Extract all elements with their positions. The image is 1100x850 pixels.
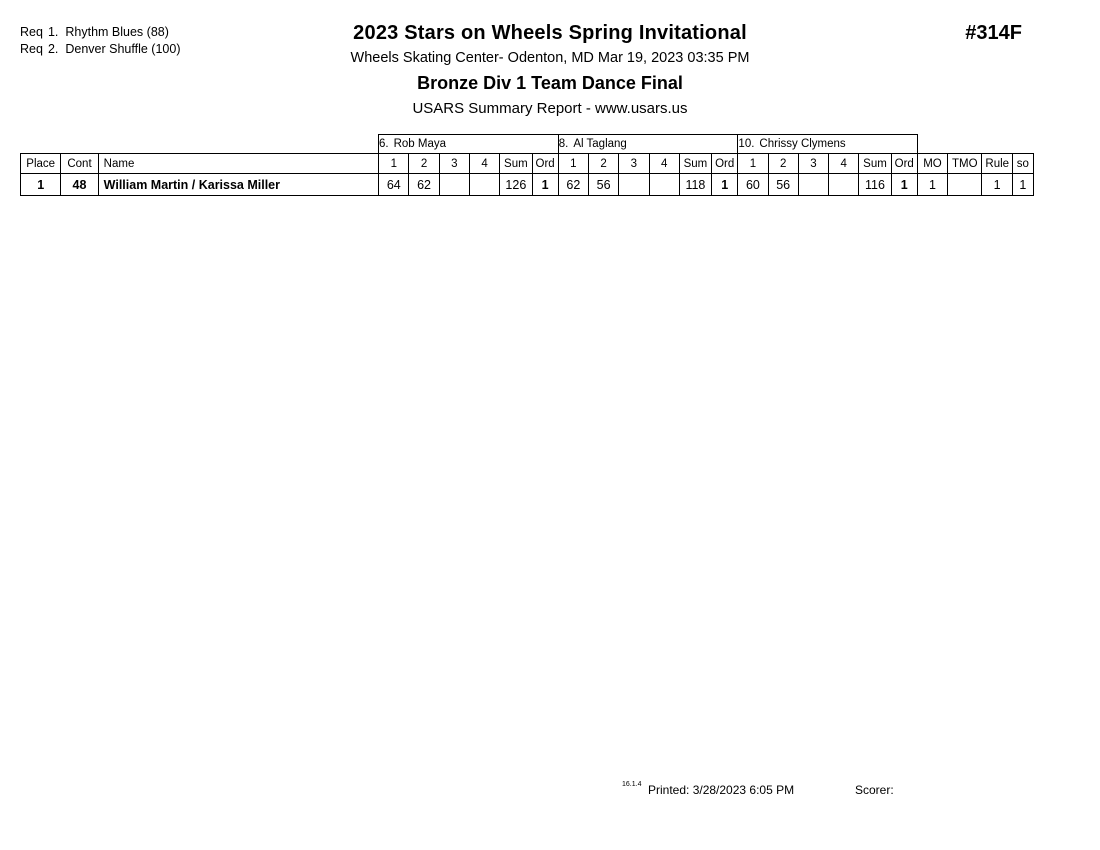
- column-header-j1-ord: Ord: [532, 154, 558, 174]
- column-header-so: so: [1012, 154, 1033, 174]
- judge-band-spacer: [20, 135, 379, 154]
- requirement-number: 1.: [47, 25, 59, 39]
- column-header-j1-s1: 1: [379, 154, 409, 174]
- requirement-number: 2.: [47, 42, 59, 56]
- report-subtitle: USARS Summary Report - www.usars.us: [412, 100, 688, 117]
- event-number: #314F: [965, 22, 1022, 44]
- column-header-mo: MO: [917, 154, 947, 174]
- scorer-label: Scorer:: [855, 783, 894, 797]
- results-table: [20, 153, 1034, 196]
- column-header-j2-sum: Sum: [679, 154, 711, 174]
- column-header-j2-s1: 1: [558, 154, 588, 174]
- table-row: [21, 174, 1034, 196]
- cell-j2-ord: 1: [712, 174, 738, 196]
- cell-j3-s4: [829, 174, 859, 196]
- score-sheet: [20, 134, 1034, 196]
- cell-j2-s3: [619, 174, 649, 196]
- cell-name: William Martin / Karissa Miller: [98, 174, 378, 196]
- judge-number: 8.: [558, 138, 569, 150]
- column-header-j1-s4: 4: [469, 154, 499, 174]
- column-header-place: Place: [21, 154, 61, 174]
- judge-header-band: [20, 134, 1034, 153]
- cell-j3-sum: 116: [859, 174, 891, 196]
- cell-j1-s3: [439, 174, 469, 196]
- cell-j3-ord: 1: [891, 174, 917, 196]
- cell-j2-s2: 56: [588, 174, 618, 196]
- requirement-label: Req: [20, 42, 43, 56]
- judge-header-1: [379, 135, 559, 154]
- cell-j1-s2: 62: [409, 174, 439, 196]
- column-header-name: Name: [98, 154, 378, 174]
- venue-and-date: Wheels Skating Center- Odenton, MD Mar 19, 2023 03:35 PM: [350, 50, 750, 66]
- column-header-j3-ord: Ord: [891, 154, 917, 174]
- column-header-tmo: TMO: [948, 154, 982, 174]
- cell-mo: 1: [917, 174, 947, 196]
- column-header-j1-s3: 3: [439, 154, 469, 174]
- cell-j1-ord: 1: [532, 174, 558, 196]
- judge-header-2: [558, 135, 738, 154]
- requirement-label: Req: [20, 25, 43, 39]
- version-text: 16.1.4: [622, 781, 642, 788]
- cell-rule: 1: [982, 174, 1012, 196]
- judge-number: 10.: [738, 138, 755, 150]
- cell-j1-sum: 126: [500, 174, 532, 196]
- cell-j3-s1: 60: [738, 174, 768, 196]
- column-header-j2-ord: Ord: [712, 154, 738, 174]
- judge-band-spacer-right: [918, 135, 1034, 154]
- cell-j3-s2: 56: [768, 174, 798, 196]
- cell-j2-sum: 118: [679, 174, 711, 196]
- column-header-j2-s4: 4: [649, 154, 679, 174]
- printed-timestamp: Printed: 3/28/2023 6:05 PM: [648, 783, 795, 797]
- judge-name: Rob Maya: [393, 138, 447, 150]
- column-header-j3-s2: 2: [768, 154, 798, 174]
- event-title: Bronze Div 1 Team Dance Final: [417, 73, 683, 93]
- cell-j1-s1: 64: [379, 174, 409, 196]
- cell-tmo: [948, 174, 982, 196]
- judge-name: Al Taglang: [573, 138, 627, 150]
- cell-j3-s3: [798, 174, 828, 196]
- cell-cont: 48: [61, 174, 98, 196]
- cell-j2-s1: 62: [558, 174, 588, 196]
- column-header-j2-s2: 2: [588, 154, 618, 174]
- table-header-row: [21, 154, 1034, 174]
- cell-so: 1: [1012, 174, 1033, 196]
- column-header-rule: Rule: [982, 154, 1012, 174]
- judge-name: Chrissy Clymens: [759, 138, 846, 150]
- column-header-j3-sum: Sum: [859, 154, 891, 174]
- report-header: [0, 22, 1100, 117]
- column-header-j2-s3: 3: [619, 154, 649, 174]
- cell-place: 1: [21, 174, 61, 196]
- competition-title: 2023 Stars on Wheels Spring Invitational: [353, 22, 747, 44]
- column-header-j3-s1: 1: [738, 154, 768, 174]
- column-header-cont: Cont: [61, 154, 98, 174]
- column-header-j1-sum: Sum: [500, 154, 532, 174]
- column-header-j3-s3: 3: [798, 154, 828, 174]
- cell-j1-s4: [469, 174, 499, 196]
- column-header-j3-s4: 4: [829, 154, 859, 174]
- column-header-j1-s2: 2: [409, 154, 439, 174]
- requirement-name: Denver Shuffle (100): [65, 42, 181, 56]
- judge-header-3: [738, 135, 918, 154]
- requirement-name: Rhythm Blues (88): [65, 25, 169, 39]
- judge-number: 6.: [379, 138, 389, 150]
- cell-j2-s4: [649, 174, 679, 196]
